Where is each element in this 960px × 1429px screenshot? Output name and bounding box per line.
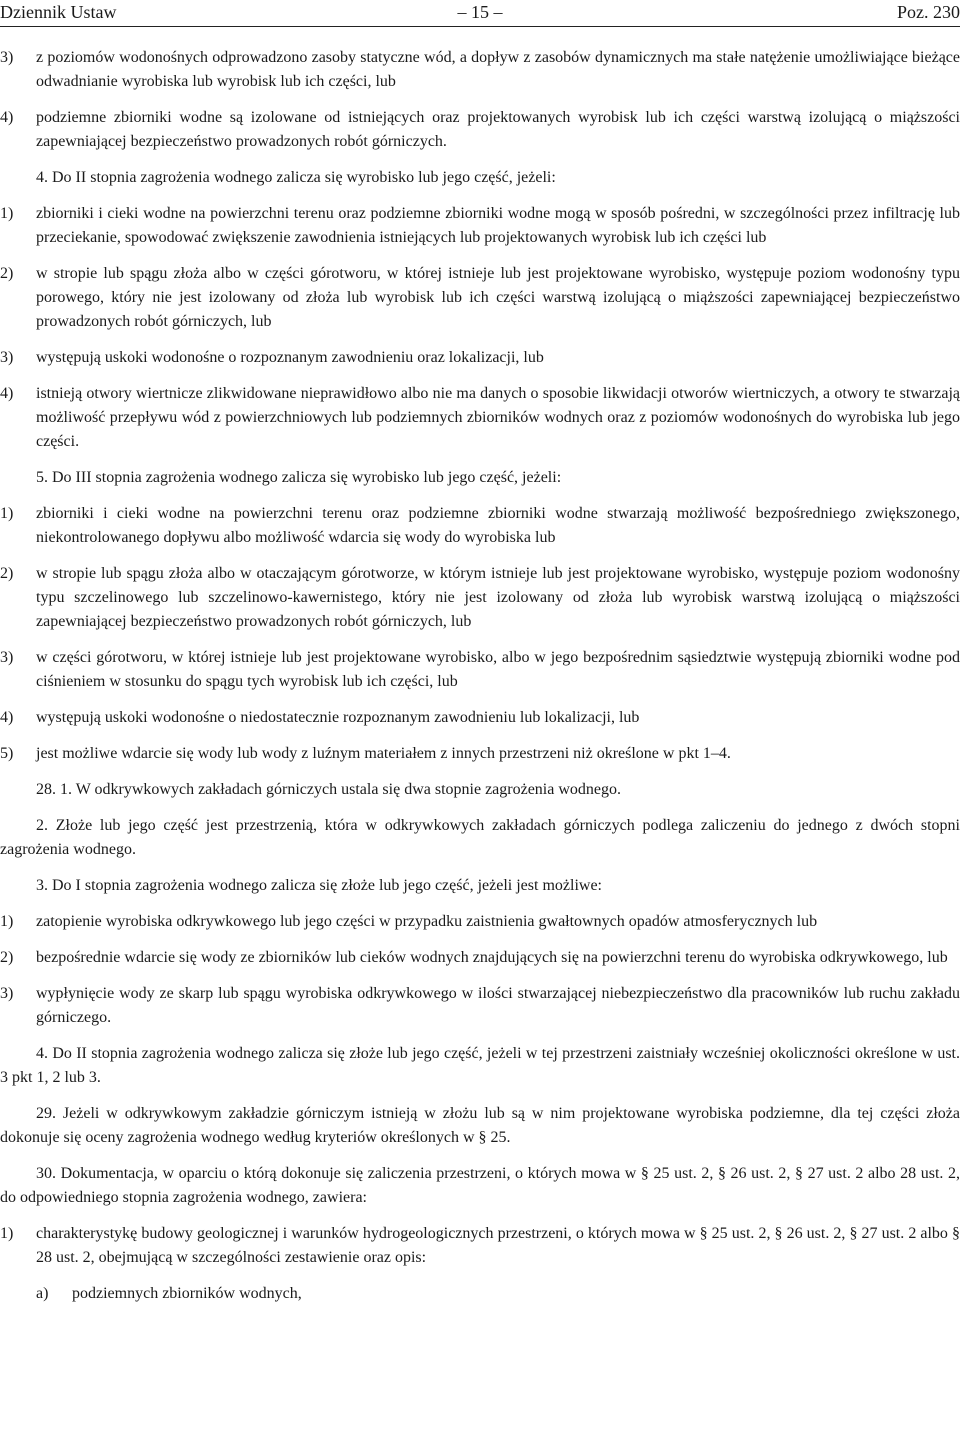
list-item-text: bezpośrednie wdarcie się wody ze zbiorników lub cieków wodnych znajdujących się na powierzchni terenu do wyrobiska odkrywkowego, lub [36,949,948,966]
list-item-number: 1) [0,1225,14,1242]
list-item-text: w stropie lub spągu złoża albo w części górotworu, w której istnieje lub jest projektowane wyrobisko, występuje poziom wodonośny typu porowego, który nie jest izolowany od złoża lub wyrobisk lub ich części warstwą izolującą o miąższości zapewniającej bezpieczeństwo prowadzonych robót górniczych, lub [36,265,960,330]
list-item-number: 4) [0,709,14,726]
list-item [0,346,960,370]
list-item [0,646,960,694]
list-item-text: z poziomów wodonośnych odprowadzono zasoby statyczne wód, a dopływ z zasobów dynamicznych ma stałe natężenie umożliwiające bieżące odwadnianie wyrobiska lub wyrobisk lub ich części, lub [36,49,960,90]
list-item-text: podziemnych zbiorników wodnych, [72,1285,302,1302]
list-item-number: 1) [0,913,14,930]
paragraph: 4. Do II stopnia zagrożenia wodnego zalicza się wyrobisko lub jego część, jeżeli: [36,169,556,186]
list-item [0,106,960,154]
document-body [0,46,960,1318]
page-number: – 15 – [457,2,503,22]
list-item-number: 5) [0,745,14,762]
list-item-number: 3) [0,649,14,666]
list-item-number: a) [36,1285,49,1302]
list-item-number: 3) [0,349,14,366]
paragraph: 3. Do I stopnia zagrożenia wodnego zalicza się złoże lub jego część, jeżeli jest możliwe: [36,877,602,894]
list-item-text: zatopienie wyrobiska odkrywkowego lub jego części w przypadku zaistnienia gwałtownych opadów atmosferycznych lub [36,913,818,930]
list-item [0,46,960,94]
list-item [0,706,960,730]
list-item-text: wypłynięcie wody ze skarp lub spągu wyrobiska odkrywkowego w ilości stwarzającej niebezpieczeństwo dla pracowników lub ruchu zakładu górniczego. [36,985,960,1026]
list-item-number: 2) [0,265,14,282]
sub-list-item [0,1282,960,1306]
list-item-text: podziemne zbiorniki wodne są izolowane od istniejących oraz projektowanych wyrobisk lub ich części warstwą izolującą o miąższości zapewniającej bezpieczeństwo prowadzonych robót górniczych. [36,109,960,150]
position-number: Poz. 230 [897,2,960,22]
list-item [0,202,960,250]
list-item-text: charakterystykę budowy geologicznej i warunków hydrogeologicznych przestrzeni, o których mowa w § 25 ust. 2, § 26 ust. 2, § 27 ust. 2 albo § 28 ust. 2, obejmującą w szczególności zestawienie oraz opis: [36,1225,960,1266]
paragraph: 4. Do II stopnia zagrożenia wodnego zalicza się złoże lub jego część, jeżeli w tej przestrzeni zaistniały wcześniej okoliczności określone w ust. 3 pkt 1, 2 lub 3. [0,1045,960,1086]
list-item-text: zbiorniki i cieki wodne na powierzchni terenu oraz podziemne zbiorniki wodne mogą w sposób pośredni, w szczególności przez infiltrację lub przeciekanie, spowodować zwiększenie zawodnienia istniejących lub projektowanych wyrobisk lub ich części lub [36,205,960,246]
list-item-text: istnieją otwory wiertnicze zlikwidowane nieprawidłowo albo nie ma danych o sposobie likwidacji otworów wiertniczych, a otwory te stwarzają możliwość przepływu wód z powierzchniowych lub podziemnych zbiorników wodnych oraz z poziomów wodonośnych do wyrobiska lub jego części. [36,385,960,450]
page-header [0,0,960,26]
paragraph: 30. Dokumentacja, w oparciu o którą dokonuje się zaliczenia przestrzeni, o których mowa w § 25 ust. 2, § 26 ust. 2, § 27 ust. 2 albo 28 ust. 2, do odpowiedniego stopnia zagrożenia wodnego, zawiera: [0,1165,960,1206]
list-item-number: 2) [0,949,14,966]
list-item [0,562,960,634]
list-item-number: 2) [0,565,14,582]
list-item-text: występują uskoki wodonośne o rozpoznanym zawodnieniu oraz lokalizacji, lub [36,349,544,366]
list-item [0,742,960,766]
list-item [0,982,960,1030]
list-item-number: 1) [0,505,14,522]
list-item-text: w części górotworu, w której istnieje lub jest projektowane wyrobisko, albo w jego bezpośrednim sąsiedztwie występują zbiorniki wodne pod ciśnieniem w stosunku do spągu tych wyrobisk lub ich części, lub [36,649,960,690]
list-item [0,502,960,550]
list-item-number: 1) [0,205,14,222]
list-item-text: jest możliwe wdarcie się wody lub wody z luźnym materiałem z innych przestrzeni niż określone w pkt 1–4. [36,745,731,762]
paragraph: 5. Do III stopnia zagrożenia wodnego zalicza się wyrobisko lub jego część, jeżeli: [36,469,562,486]
list-item-number: 4) [0,109,14,126]
list-item [0,262,960,334]
paragraph: 2. Złoże lub jego część jest przestrzenią, która w odkrywkowych zakładach górniczych podlega zaliczeniu do jednego z dwóch stopni zagrożenia wodnego. [0,817,960,858]
paragraph: 29. Jeżeli w odkrywkowym zakładzie górniczym istnieją w złożu lub są w nim projektowane wyrobiska podziemne, dla tej części złoża dokonuje się oceny zagrożenia wodnego według kryteriów określonych w § 25. [0,1105,960,1146]
list-item [0,910,960,934]
list-item-number: 3) [0,49,14,66]
header-divider [0,26,960,27]
list-item-number: 4) [0,385,14,402]
list-item [0,1222,960,1270]
list-item-text: w stropie lub spągu złoża albo w otaczającym górotworze, w którym istnieje lub jest projektowane wyrobisko, występuje poziom wodonośny typu szczelinowego lub szczelinowo-kawernistego, który nie jest izolowany od złoża lub wyrobisk warstwą izolującą o miąższości zapewniającej bezpieczeństwo prowadzonych robót górniczych, lub [36,565,960,630]
paragraph: 28. 1. W odkrywkowych zakładach górniczych ustala się dwa stopnie zagrożenia wodnego. [36,781,621,798]
journal-title: Dziennik Ustaw [0,2,117,22]
list-item-text: występują uskoki wodonośne o niedostatecznie rozpoznanym zawodnieniu lub lokalizacji, lub [36,709,640,726]
list-item-number: 3) [0,985,14,1002]
list-item [0,382,960,454]
list-item-text: zbiorniki i cieki wodne na powierzchni terenu oraz podziemne zbiorniki wodne stwarzają możliwość bezpośredniego zwiększonego, niekontrolowanego dopływu albo możliwość wdarcia się wody do wyrobiska lub [36,505,960,546]
list-item [0,946,960,970]
